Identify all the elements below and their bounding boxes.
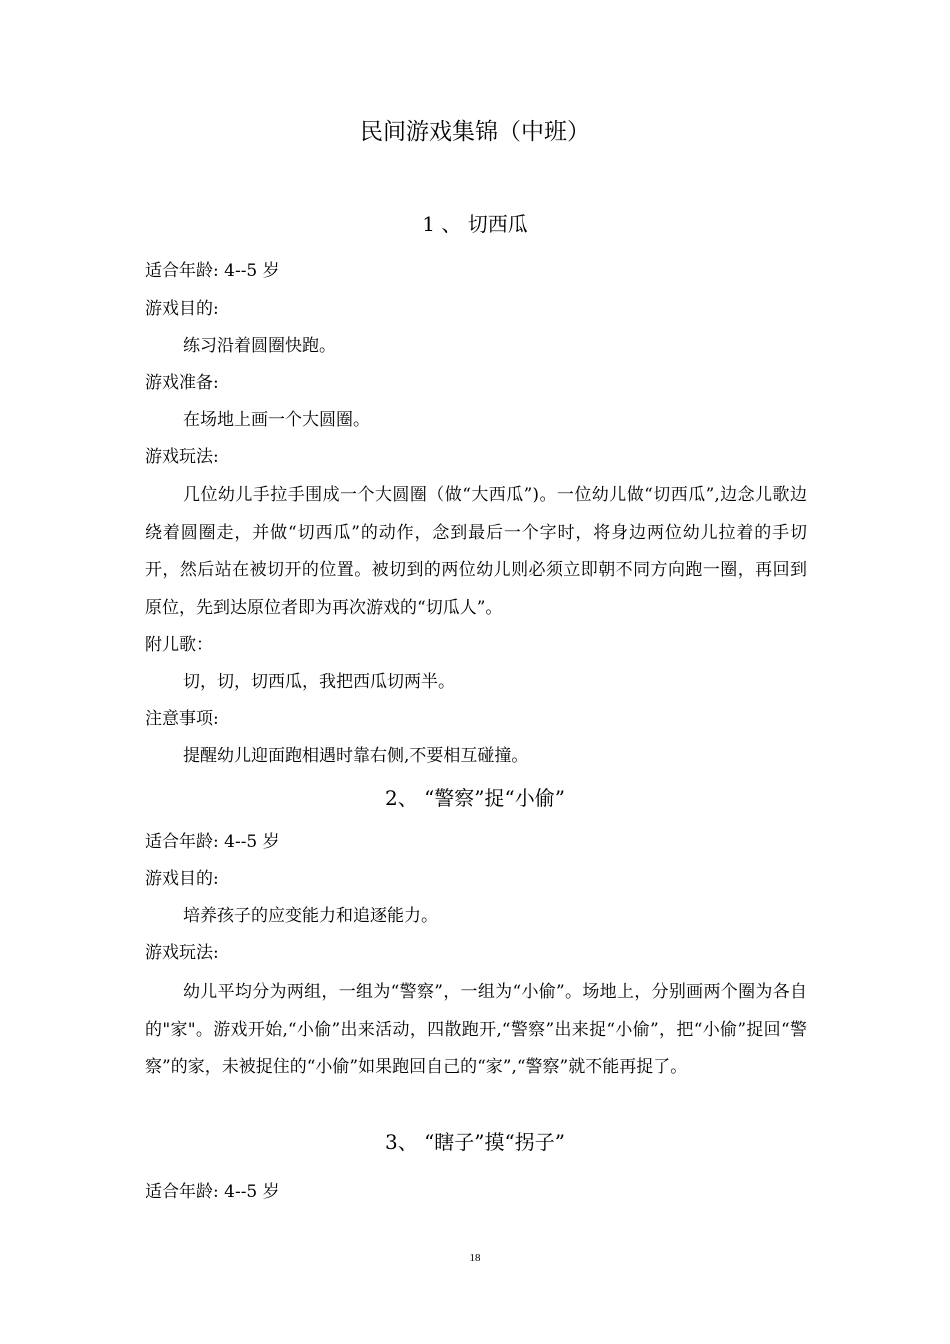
prep-text: 在场地上画一个大圆圈。 (183, 410, 370, 430)
document-title: 民间游戏集锦（中班） (360, 119, 590, 145)
section-heading-1: 1 、 切西瓜 (422, 212, 528, 236)
goal-text: 培养孩子的应变能力和追逐能力。 (183, 906, 438, 926)
goal-label: 游戏目的: (145, 869, 219, 889)
goal-text: 练习沿着圆圈快跑。 (183, 336, 336, 356)
age-line: 适合年龄: 4--5 岁 (145, 261, 280, 281)
section-heading-2: 2、 “警察”捉“小偷” (385, 786, 565, 810)
goal-label: 游戏目的: (145, 299, 219, 319)
notes-label: 注意事项: (145, 709, 219, 729)
section-heading-3: 3、 “瞎子”摸“拐子” (385, 1130, 565, 1154)
notes-text: 提醒幼儿迎面跑相遇时靠右侧,不要相互碰撞。 (183, 746, 529, 766)
age-line: 适合年龄: 4--5 岁 (145, 1182, 280, 1202)
prep-label: 游戏准备: (145, 373, 219, 393)
page-number: 18 (469, 1252, 481, 1264)
play-label: 游戏玩法: (145, 943, 219, 963)
play-paragraph: 几位幼儿手拉手围成一个大圆圈（做“大西瓜”)。一位幼儿做“切西瓜”,边念儿歌边绕着圆圈走，并做“切西瓜”的动作，念到最后一个字时，将身边两位幼儿拉着的手切开，然后站在被切开的位置。被切到的两位幼儿则必须立即朝不同方向跑一圈，再回到原位，先到达原位者即为再次游戏的“切瓜人”。 (145, 485, 807, 618)
song-label: 附儿歌： (145, 635, 213, 655)
age-line: 适合年龄: 4--5 岁 (145, 832, 280, 852)
play-paragraph: 幼儿平均分为两组，一组为“警察”，一组为“小偷”。场地上，分别画两个圈为各自的"家"。游戏开始,“小偷”出来活动，四散跑开,“警察”出来捉“小偷”，把“小偷”捉回“警察”的家，未被捉住的“小偷”如果跑回自己的“家”,“警察”就不能再捉了。 (145, 982, 807, 1077)
play-label: 游戏玩法: (145, 447, 219, 467)
song-text: 切，切，切西瓜，我把西瓜切两半。 (183, 672, 455, 692)
